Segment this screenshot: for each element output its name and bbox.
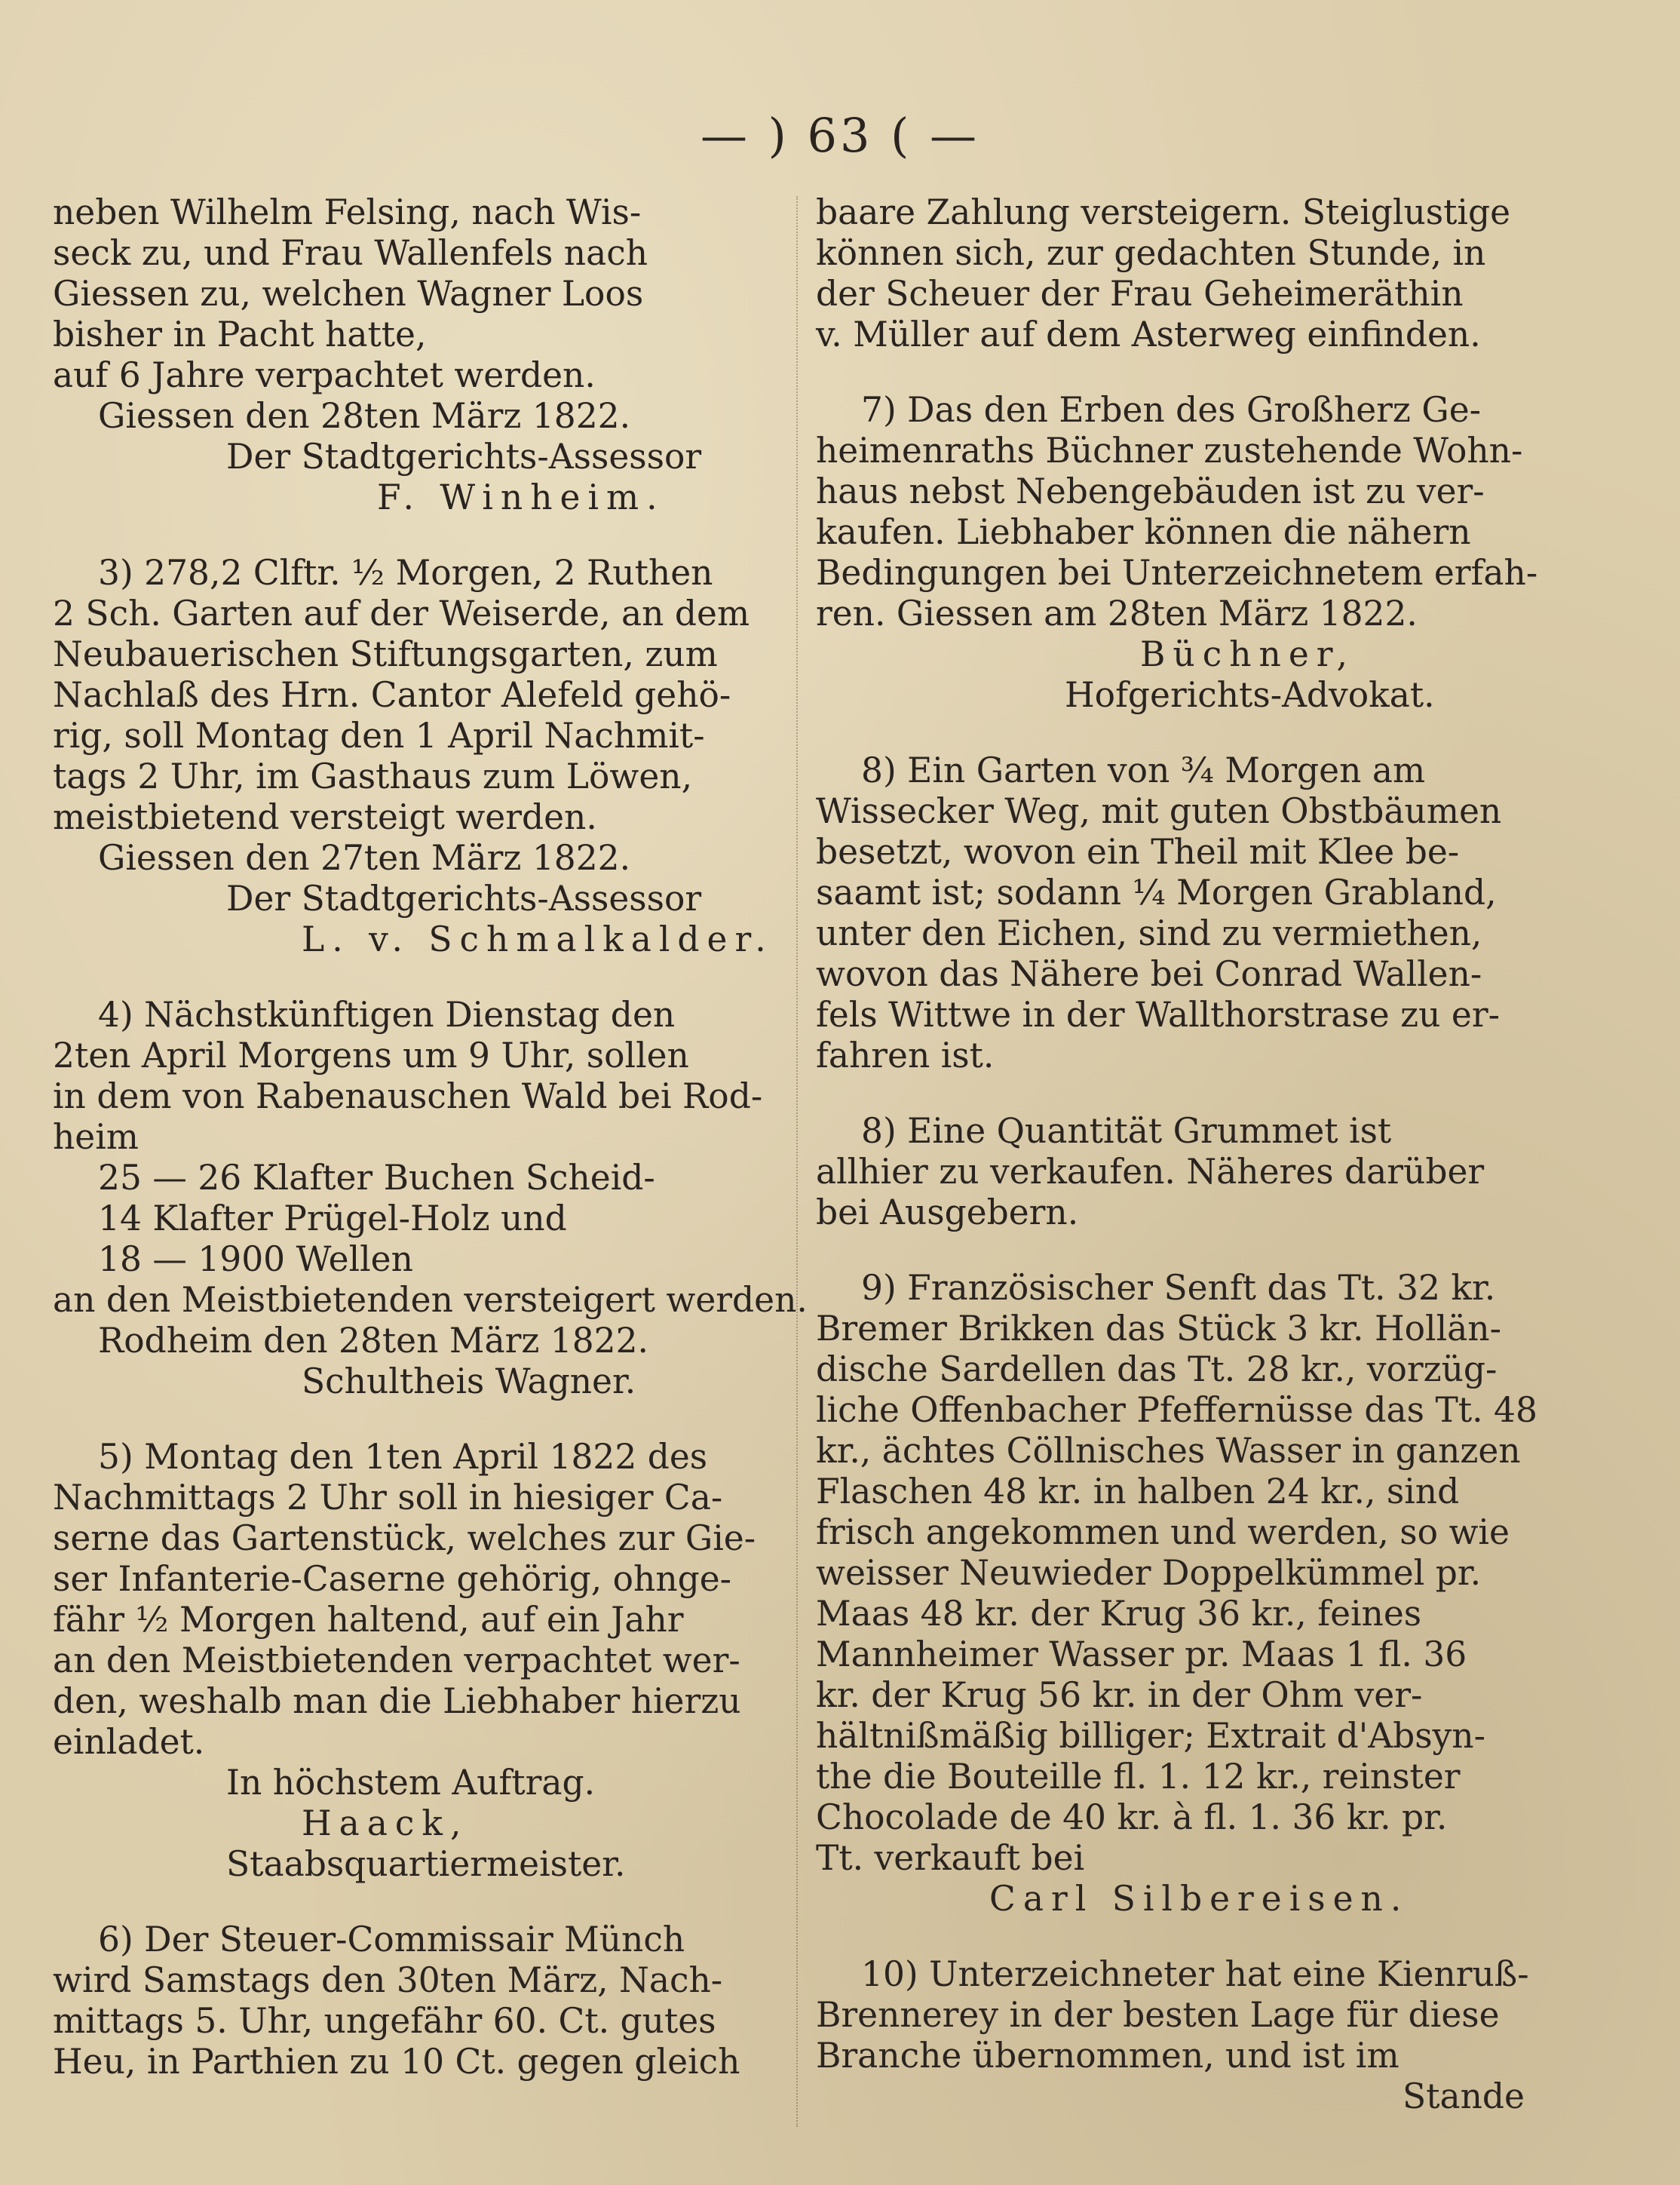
text-line: Branche übernommen, und ist im: [816, 2036, 1399, 2076]
text-line: 6) Der Steuer-Commissair Münch: [98, 1920, 685, 1959]
text-line: saamt ist; sodann ¼ Morgen Grabland,: [816, 873, 1497, 913]
list-item: 25 — 26 Klafter Buchen Scheid-: [98, 1158, 655, 1198]
text-line: der Scheuer der Frau Geheimeräthin: [816, 274, 1464, 314]
page-number: — ) 63 ( —: [700, 108, 980, 163]
text-line: Giessen zu, welchen Wagner Loos: [53, 274, 644, 314]
text-line: Chocolade de 40 kr. à fl. 1. 36 kr. pr.: [816, 1797, 1448, 1837]
notice-5-garden-lease: [53, 1437, 777, 1885]
text-line: kr. der Krug 56 kr. in der Ohm ver-: [816, 1675, 1423, 1715]
text-line: 8) Eine Quantität Grummet ist: [861, 1111, 1392, 1151]
text-line: ren. Giessen am 28ten März 1822.: [816, 594, 1418, 634]
text-line: 5) Montag den 1ten April 1822 des: [98, 1437, 708, 1477]
text-line: fels Wittwe in der Wallthorstrase zu er-: [816, 995, 1500, 1035]
notice-10-brewery: [816, 1954, 1540, 2117]
text-line: 10) Unterzeichneter hat eine Kienruß-: [861, 1954, 1529, 1994]
text-line: den, weshalb man die Liebhaber hierzu: [53, 1681, 741, 1721]
text-line: Bedingungen bei Unterzeichnetem erfah-: [816, 553, 1538, 593]
text-line: the die Bouteille fl. 1. 12 kr., reinster: [816, 1757, 1461, 1797]
text-line: Maas 48 kr. der Krug 36 kr., feines: [816, 1594, 1422, 1634]
catchword: Stande: [1403, 2076, 1525, 2116]
notice-8b-grummet-sale: [816, 1111, 1540, 1233]
signature-name: Haack,: [302, 1803, 469, 1843]
text-line: meistbietend versteigt werden.: [53, 797, 597, 837]
text-line: 8) Ein Garten von ¾ Morgen am: [861, 750, 1426, 790]
text-line: baare Zahlung versteigern. Steiglustige: [816, 192, 1510, 232]
list-item: 14 Klafter Prügel-Holz und: [98, 1198, 567, 1238]
signature-title: Hofgerichts-Advokat.: [1065, 675, 1435, 715]
text-line: Tt. verkauft bei: [816, 1838, 1085, 1878]
text-line: an den Meistbietenden verpachtet wer-: [53, 1640, 740, 1680]
dateline: Giessen den 28ten März 1822.: [98, 396, 631, 436]
signature-name: Carl Silbereisen.: [989, 1879, 1409, 1919]
text-line: wird Samstags den 30ten März, Nach-: [53, 1960, 723, 2000]
text-line: tags 2 Uhr, im Gasthaus zum Löwen,: [53, 756, 693, 796]
text-line: kr., ächtes Cöllnisches Wasser in ganzen: [816, 1431, 1521, 1471]
text-line: 9) Französischer Senft das Tt. 32 kr.: [861, 1268, 1496, 1308]
column-divider: [796, 196, 799, 2127]
text-line: haus nebst Nebengebäuden ist zu ver-: [816, 471, 1485, 511]
text-line: können sich, zur gedachten Stunde, in: [816, 233, 1486, 273]
text-line: rig, soll Montag den 1 April Nachmit-: [53, 716, 705, 756]
text-line: 3) 278,2 Clftr. ½ Morgen, 2 Ruthen: [98, 553, 713, 593]
text-line: seck zu, und Frau Wallenfels nach: [53, 233, 648, 273]
text-line: heimenraths Büchner zustehende Wohn-: [816, 431, 1523, 471]
text-line: 2 Sch. Garten auf der Weiserde, an dem: [53, 594, 750, 634]
text-line: wovon das Nähere bei Conrad Wallen-: [816, 954, 1482, 994]
notice-felsing-lease: [53, 192, 777, 518]
signature-title: Der Stadtgerichts-Assessor: [226, 879, 702, 919]
notice-7-house-sale: [816, 390, 1540, 716]
notice-9-groceries-ad: [816, 1268, 1540, 1920]
text-line: bisher in Pacht hatte,: [53, 315, 427, 354]
right-column: [816, 192, 1540, 2152]
signature-name: F. Winheim.: [377, 477, 665, 517]
text-line: Neubauerischen Stiftungsgarten, zum: [53, 634, 718, 674]
text-line: Flaschen 48 kr. in halben 24 kr., sind: [816, 1471, 1460, 1511]
notice-6-hay-auction: [53, 1920, 777, 2082]
text-line: an den Meistbietenden versteigert werden.: [53, 1280, 808, 1320]
text-line: serne das Gartenstück, welches zur Gie-: [53, 1518, 756, 1558]
dateline: Giessen den 27ten März 1822.: [98, 838, 631, 878]
text-line: hältnißmäßig billiger; Extrait d'Absyn-: [816, 1716, 1485, 1756]
signature-name: L. v. Schmalkalder.: [302, 919, 774, 959]
text-line: Heu, in Parthien zu 10 Ct. gegen gleich: [53, 2042, 740, 2082]
signature-name: Büchner,: [1140, 634, 1355, 674]
text-line: heim: [53, 1117, 139, 1157]
signature-name: Schultheis Wagner.: [302, 1361, 636, 1401]
list-item: 18 — 1900 Wellen: [98, 1239, 413, 1279]
text-line: besetzt, wovon ein Theil mit Klee be-: [816, 832, 1460, 872]
notice-8-garden-rent: [816, 750, 1540, 1076]
signature-title: In höchstem Auftrag.: [226, 1763, 596, 1803]
text-line: Wissecker Weg, mit guten Obstbäumen: [816, 791, 1502, 831]
notice-6-continued: [816, 192, 1540, 355]
text-line: unter den Eichen, sind zu vermiethen,: [816, 913, 1482, 953]
notice-4-wood-auction: [53, 995, 808, 1402]
text-line: allhier zu verkaufen. Näheres darüber: [816, 1152, 1485, 1192]
signature-title: Der Stadtgerichts-Assessor: [226, 437, 702, 477]
text-line: ser Infanterie-Caserne gehörig, ohnge-: [53, 1559, 732, 1599]
signature-title: Staabsquartiermeister.: [226, 1844, 626, 1884]
text-line: in dem von Rabenauschen Wald bei Rod-: [53, 1076, 763, 1116]
text-line: Nachlaß des Hrn. Cantor Alefeld gehö-: [53, 675, 731, 715]
text-line: Nachmittags 2 Uhr soll in hiesiger Ca-: [53, 1478, 723, 1518]
text-line: v. Müller auf dem Asterweg einfinden.: [816, 315, 1481, 354]
dateline: Rodheim den 28ten März 1822.: [98, 1321, 649, 1361]
text-line: Bremer Brikken das Stück 3 kr. Hollän-: [816, 1309, 1501, 1349]
text-line: 4) Nächstkünftigen Dienstag den: [98, 995, 676, 1035]
text-line: frisch angekommen und werden, so wie: [816, 1512, 1510, 1552]
text-line: fahren ist.: [816, 1036, 995, 1076]
text-line: Mannheimer Wasser pr. Maas 1 fl. 36: [816, 1634, 1467, 1674]
left-column: [53, 192, 808, 2117]
text-line: bei Ausgebern.: [816, 1192, 1079, 1232]
text-line: liche Offenbacher Pfeffernüsse das Tt. 48: [816, 1390, 1537, 1430]
text-line: weisser Neuwieder Doppelkümmel pr.: [816, 1553, 1482, 1593]
text-line: 7) Das den Erben des Großherz Ge-: [861, 390, 1481, 430]
text-line: auf 6 Jahre verpachtet werden.: [53, 355, 596, 395]
text-line: 2ten April Morgens um 9 Uhr, sollen: [53, 1036, 689, 1076]
text-line: kaufen. Liebhaber können die nähern: [816, 512, 1471, 552]
notice-3-garden-auction: [53, 553, 777, 960]
text-line: neben Wilhelm Felsing, nach Wis-: [53, 192, 642, 232]
text-line: fähr ½ Morgen haltend, auf ein Jahr: [53, 1600, 684, 1640]
text-line: Brennerey in der besten Lage für diese: [816, 1995, 1500, 2035]
text-line: mittags 5. Uhr, ungefähr 60. Ct. gutes: [53, 2001, 716, 2041]
text-line: dische Sardellen das Tt. 28 kr., vorzüg-: [816, 1349, 1498, 1389]
text-line: einladet.: [53, 1722, 205, 1762]
